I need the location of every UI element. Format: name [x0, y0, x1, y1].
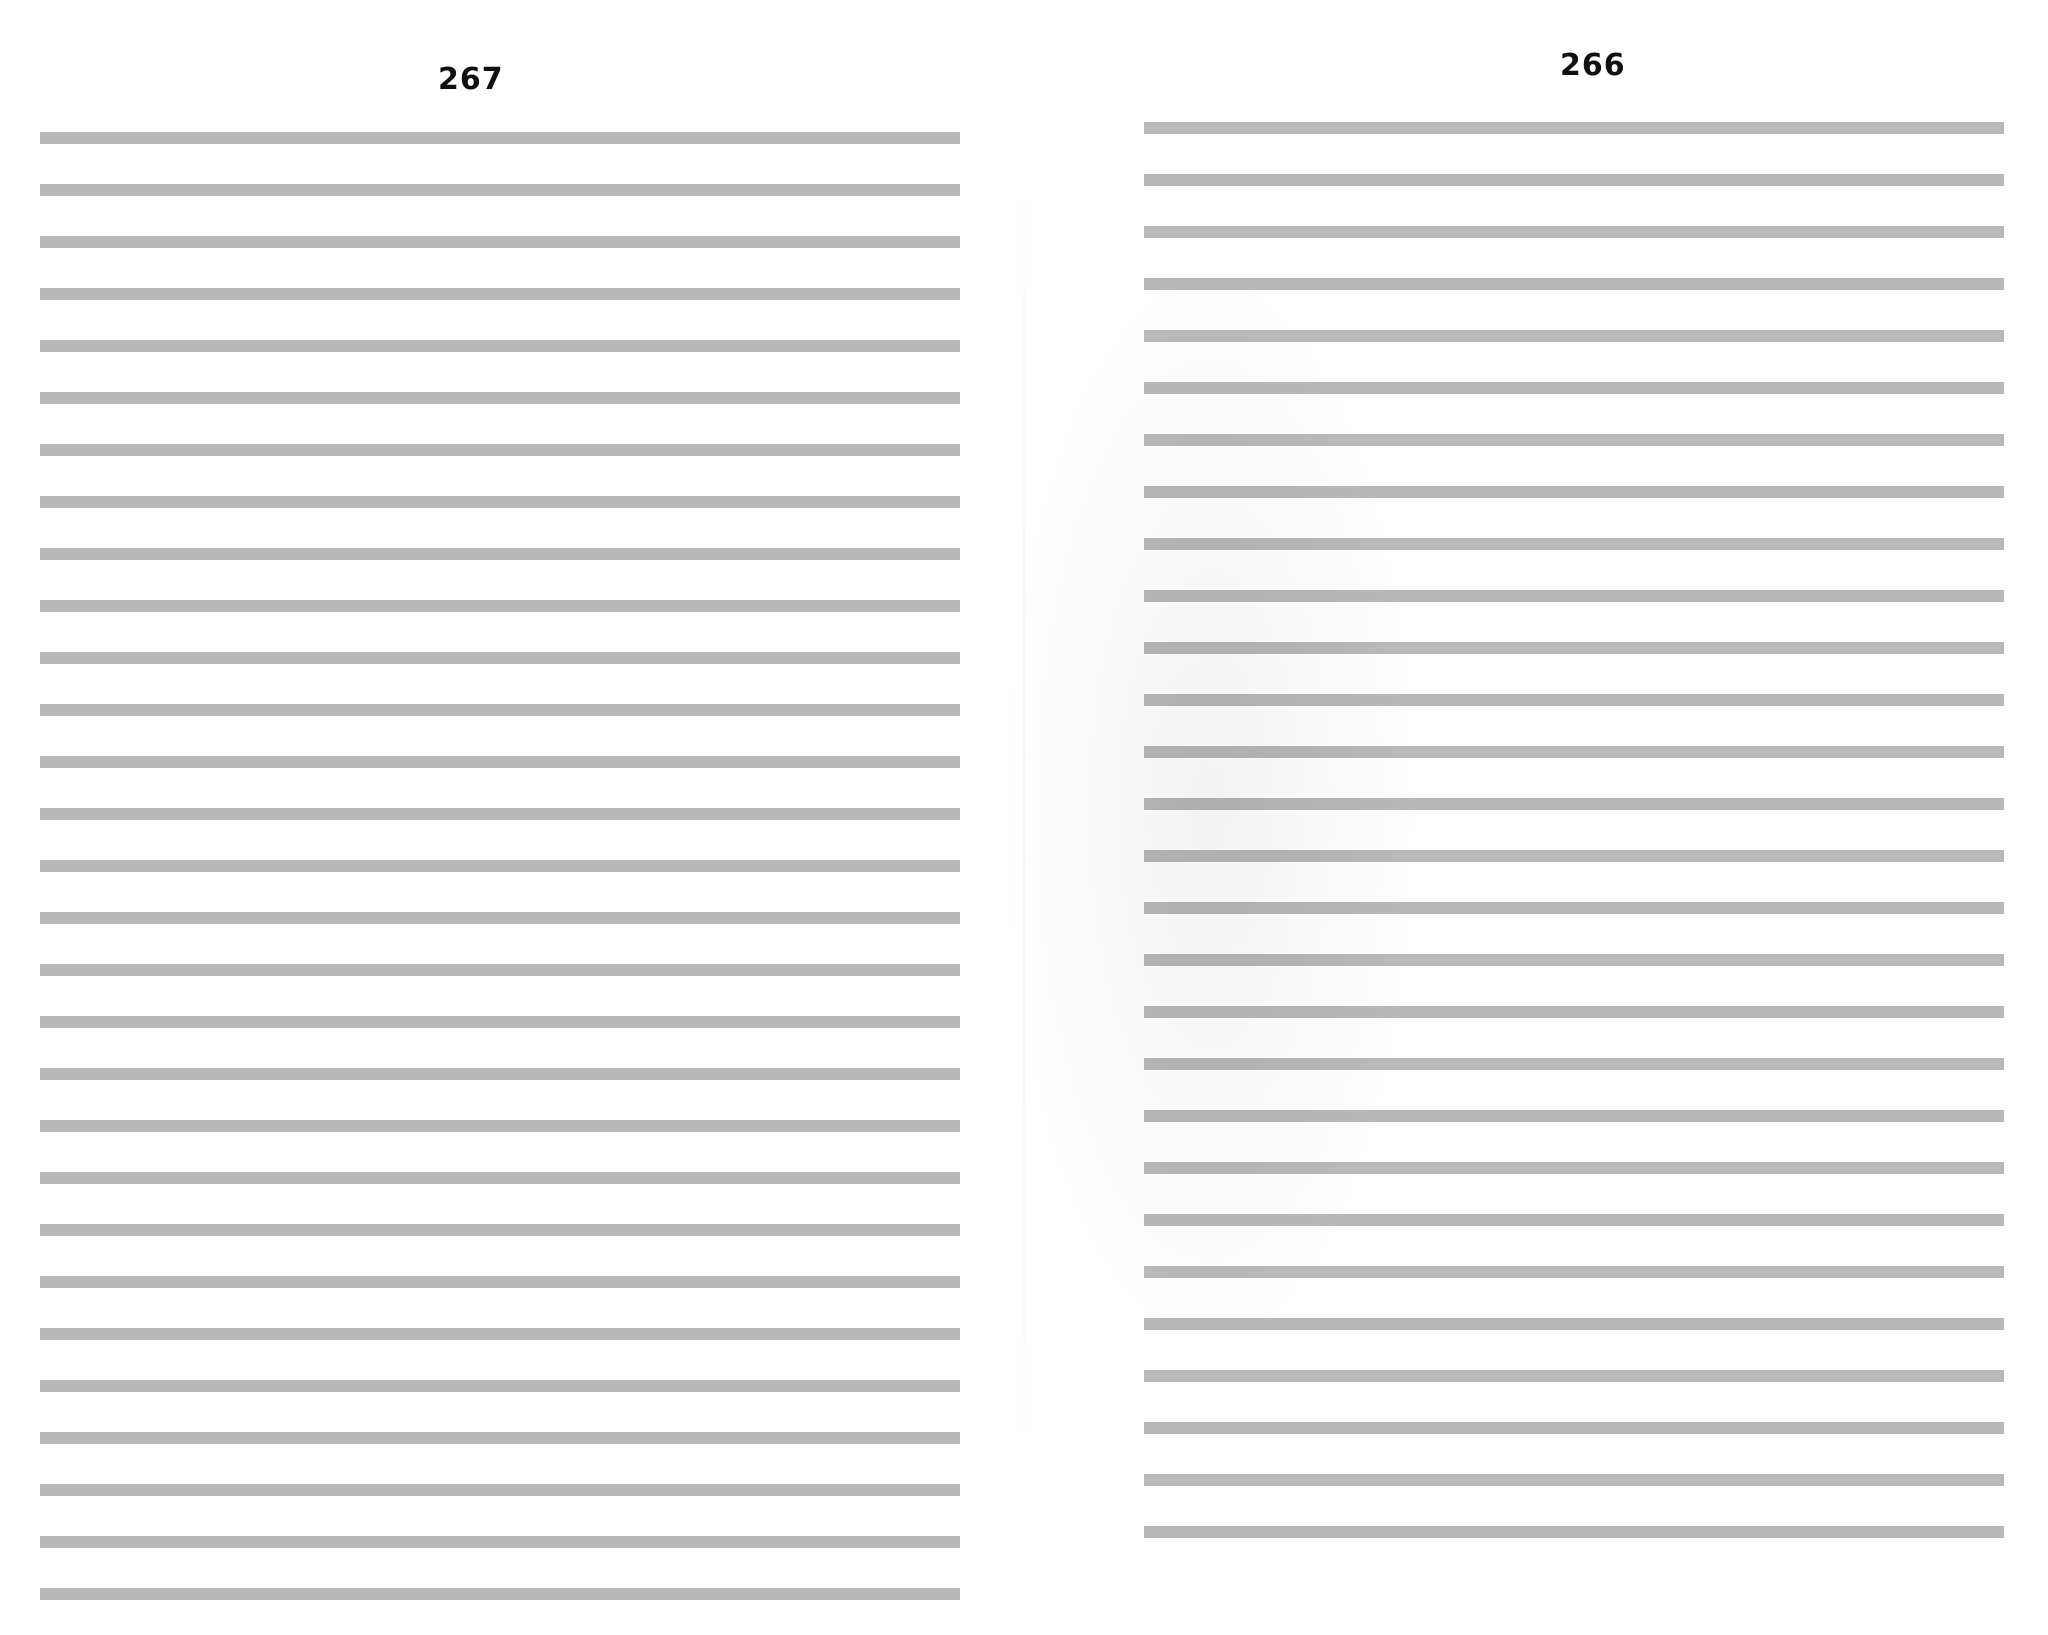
page-text-block	[1144, 108, 2004, 1578]
right-page	[1024, 0, 2048, 1635]
page-number: 267	[438, 62, 504, 97]
page-text-block	[40, 118, 960, 1618]
page-number: 266	[1560, 48, 1626, 83]
